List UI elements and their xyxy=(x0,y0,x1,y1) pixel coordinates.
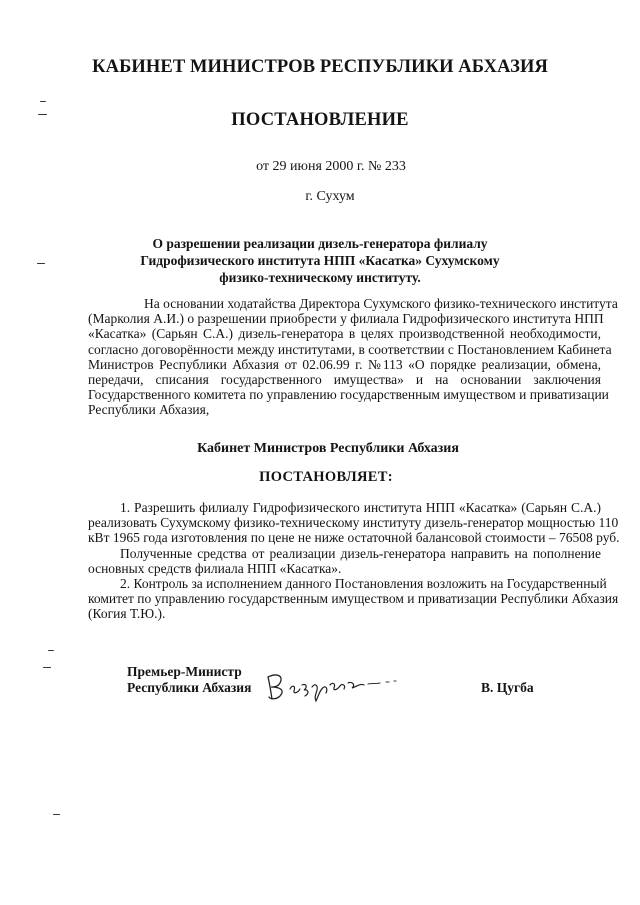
preamble-line: Республики Абхазия, xyxy=(88,402,210,418)
document-date-number: от 29 июня 2000 г. № 233 xyxy=(256,159,406,174)
handwritten-signature xyxy=(262,663,402,703)
subject-line: физико-техническому институту. xyxy=(219,270,421,285)
document-subject xyxy=(80,235,560,286)
preamble-line: «Касатка» (Сарьян С.А.) дизель-генератора в целях производственной необходимости, xyxy=(88,326,601,342)
scan-margin-mark xyxy=(48,650,54,651)
funds-line: основных средств филиала НПП «Касатка». xyxy=(88,561,342,577)
item-1-line: реализовать Сухумскому физико-техническому институту дизель-генератор мощностью 110 xyxy=(88,515,619,531)
document-city: г. Сухум xyxy=(305,189,355,204)
subject-line: Гидрофизического института НПП «Касатка» Сухумскому xyxy=(140,253,500,268)
scan-margin-mark xyxy=(37,263,45,264)
funds-paragraph xyxy=(88,546,601,576)
item-2-line: (Когия Т.Ю.). xyxy=(88,606,166,622)
preamble-line: передачи, списания государственного имущества» и на основании заключения xyxy=(88,372,601,388)
item-1-paragraph xyxy=(88,500,620,546)
preamble-line: На основании ходатайства Директора Сухумского физико-технического института xyxy=(144,296,618,311)
signatory-title: Республики Абхазия xyxy=(127,680,252,695)
scan-margin-mark xyxy=(43,667,51,668)
preamble-paragraph xyxy=(88,296,618,418)
scan-margin-mark xyxy=(40,101,46,102)
funds-line: Полученные средства от реализации дизель-генератора направить на пополнение xyxy=(120,546,601,561)
signatory-title: Премьер-Министр xyxy=(127,664,242,679)
item-2-line: комитет по управлению государственным имуществом и приватизации Республики Абхазия xyxy=(88,591,619,607)
item-2-paragraph xyxy=(88,576,619,622)
item-1-line: кВт 1965 года изготовления по цене не ниже остаточной балансовой стоимости – 76508 руб. xyxy=(88,530,620,546)
document-type-title: ПОСТАНОВЛЕНИЕ xyxy=(231,110,409,130)
resolves-heading: ПОСТАНОВЛЯЕТ: xyxy=(259,469,393,485)
signatory-name: В. Цугба xyxy=(481,680,534,695)
item-1-line: 1. Разрешить филиалу Гидрофизического института НПП «Касатка» (Сарьян С.А.) xyxy=(120,500,601,515)
preamble-line: Государственного комитета по управлению государственным имуществом и приватизации xyxy=(88,387,609,403)
signatory-position xyxy=(127,664,251,696)
scan-margin-mark xyxy=(53,814,60,815)
cabinet-heading: Кабинет Министров Республики Абхазия xyxy=(197,441,459,456)
preamble-line: Министров Республики Абхазия от 02.06.99 г. №113 «О порядке реализации, обмена, xyxy=(88,356,601,372)
subject-line: О разрешении реализации дизель-генератора филиалу xyxy=(152,236,488,251)
preamble-line: согласно договорённости между институтами, в соответствии с Постановлением Кабинета xyxy=(88,341,612,357)
item-2-line: 2. Контроль за исполнением данного Постановления возложить на Государственный xyxy=(120,576,607,591)
organization-title: КАБИНЕТ МИНИСТРОВ РЕСПУБЛИКИ АБХАЗИЯ xyxy=(92,57,548,77)
preamble-line: (Марколия А.И.) о разрешении приобрести у филиала Гидрофизического института НПП xyxy=(88,311,604,327)
